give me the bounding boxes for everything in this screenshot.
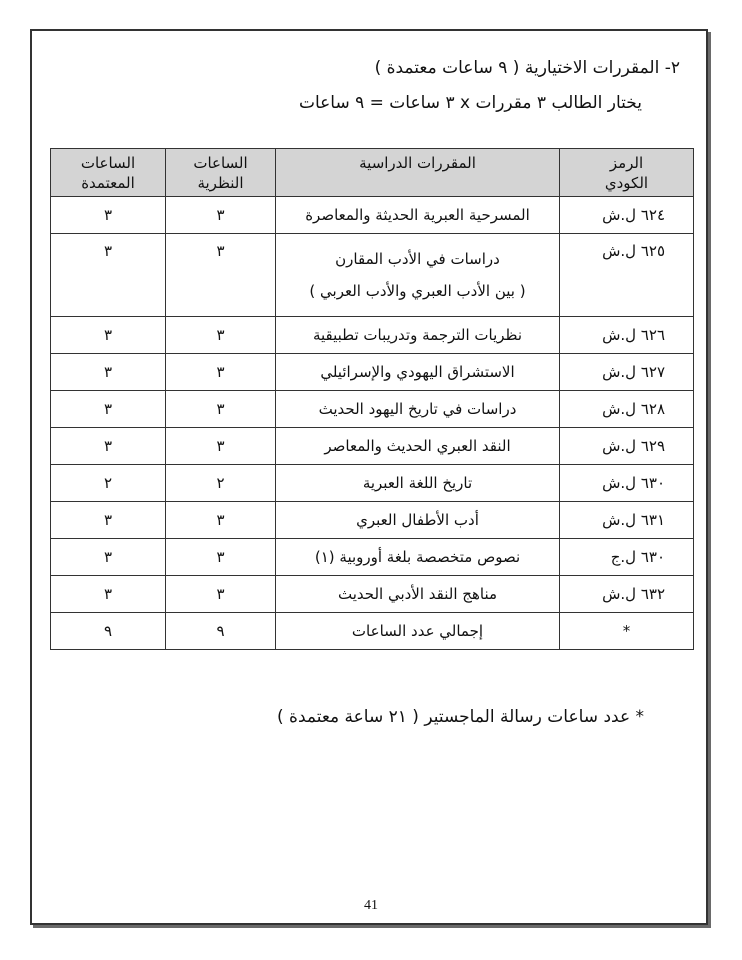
course-code: ٦٣٠ ل.ج	[560, 539, 694, 576]
credit-hours: ٣	[51, 234, 166, 317]
theoretical-hours: ٢	[166, 465, 276, 502]
theoretical-hours: ٣	[166, 428, 276, 465]
credit-hours: ٣	[51, 428, 166, 465]
table-row	[51, 354, 694, 391]
course-name	[276, 576, 560, 613]
course-name-line: أدب الأطفال العبري	[356, 511, 479, 529]
course-code: ٦٢٦ ل.ش	[560, 317, 694, 354]
header-credit-line-1: الساعات	[80, 153, 136, 172]
table-row	[51, 234, 694, 317]
course-name	[276, 465, 560, 502]
course-name-line: المسرحية العبرية الحديثة والمعاصرة	[305, 206, 530, 224]
course-name-line: دراسات في الأدب المقارن	[335, 250, 500, 268]
course-name	[276, 234, 560, 317]
course-code: ٦٣٠ ل.ش	[560, 465, 694, 502]
course-code: ٦٢٧ ل.ش	[560, 354, 694, 391]
thesis-hours-footnote: * عدد ساعات رسالة الماجستير ( ٢١ ساعة معتمدة )	[277, 707, 644, 727]
course-name-line: نظريات الترجمة وتدريبات تطبيقية	[312, 326, 523, 344]
credit-hours: ٣	[51, 539, 166, 576]
course-name-line: مناهج النقد الأدبي الحديث	[337, 585, 498, 603]
course-name	[276, 317, 560, 354]
header-theoretical-line-1: الساعات	[193, 153, 248, 172]
table-row	[51, 465, 694, 502]
course-name-line: نصوص متخصصة بلغة أوروبية (١)	[314, 548, 521, 566]
theoretical-hours: ٣	[166, 502, 276, 539]
total-row	[51, 613, 694, 650]
course-name	[276, 502, 560, 539]
course-name	[276, 197, 560, 234]
course-code: ٦٢٤ ل.ش	[560, 197, 694, 234]
theoretical-hours: ٣	[166, 234, 276, 317]
theoretical-hours: ٣	[166, 317, 276, 354]
header-code-line-1: الرمز	[609, 153, 644, 172]
theoretical-hours: ٣	[166, 197, 276, 234]
table-row	[51, 197, 694, 234]
theoretical-hours: ٣	[166, 539, 276, 576]
course-name-line: الاستشراق اليهودي والإسرائيلي	[320, 363, 515, 381]
table-row	[51, 391, 694, 428]
credit-hours: ٣	[51, 317, 166, 354]
course-name-line: النقد العبري الحديث والمعاصر	[324, 437, 511, 455]
course-name	[276, 539, 560, 576]
course-name-line: دراسات في تاريخ اليهود الحديث	[318, 400, 517, 418]
header-course	[276, 149, 560, 197]
header-course-line-1: المقررات الدراسية	[359, 153, 476, 172]
credit-hours: ٣	[51, 576, 166, 613]
table-row	[51, 502, 694, 539]
total-label	[276, 613, 560, 650]
course-name	[276, 354, 560, 391]
course-name	[276, 428, 560, 465]
theoretical-hours: ٣	[166, 391, 276, 428]
table-row	[51, 539, 694, 576]
course-name	[276, 391, 560, 428]
total-credit-hours: ٩	[51, 613, 166, 650]
page-number: 41	[364, 898, 378, 913]
total-theoretical-hours: ٩	[166, 613, 276, 650]
header-credit-line-2: المعتمدة	[81, 173, 135, 192]
credit-hours: ٣	[51, 197, 166, 234]
header-code	[560, 149, 694, 197]
header-theoretical-hours	[166, 149, 276, 197]
course-code: ٦٢٥ ل.ش	[560, 234, 694, 317]
total-label-line: إجمالي عدد الساعات	[351, 622, 484, 640]
course-name-line: تاريخ اللغة العبرية	[362, 474, 473, 492]
credit-hours: ٣	[51, 354, 166, 391]
theoretical-hours: ٣	[166, 354, 276, 391]
header-code-line-2: الكودي	[604, 173, 649, 192]
table-row	[51, 576, 694, 613]
credit-hours: ٣	[51, 502, 166, 539]
section-heading: ٢- المقررات الاختيارية ( ٩ ساعات معتمدة )	[374, 58, 680, 78]
total-marker: *	[560, 613, 694, 650]
credit-hours: ٣	[51, 391, 166, 428]
course-name-line: ( بين الأدب العبري والأدب العربي )	[309, 282, 526, 300]
header-theoretical-line-2: النظرية	[197, 173, 244, 192]
elective-courses-table	[50, 148, 694, 650]
table-row	[51, 317, 694, 354]
course-code: ٦٣١ ل.ش	[560, 502, 694, 539]
table-header-row	[51, 149, 694, 197]
table-row	[51, 428, 694, 465]
header-credit-hours	[51, 149, 166, 197]
section-subheading: يختار الطالب ٣ مقررات x ٣ ساعات = ٩ ساعات	[298, 93, 642, 113]
credit-hours: ٢	[51, 465, 166, 502]
course-code: ٦٢٨ ل.ش	[560, 391, 694, 428]
theoretical-hours: ٣	[166, 576, 276, 613]
course-code: ٦٢٩ ل.ش	[560, 428, 694, 465]
course-code: ٦٣٢ ل.ش	[560, 576, 694, 613]
